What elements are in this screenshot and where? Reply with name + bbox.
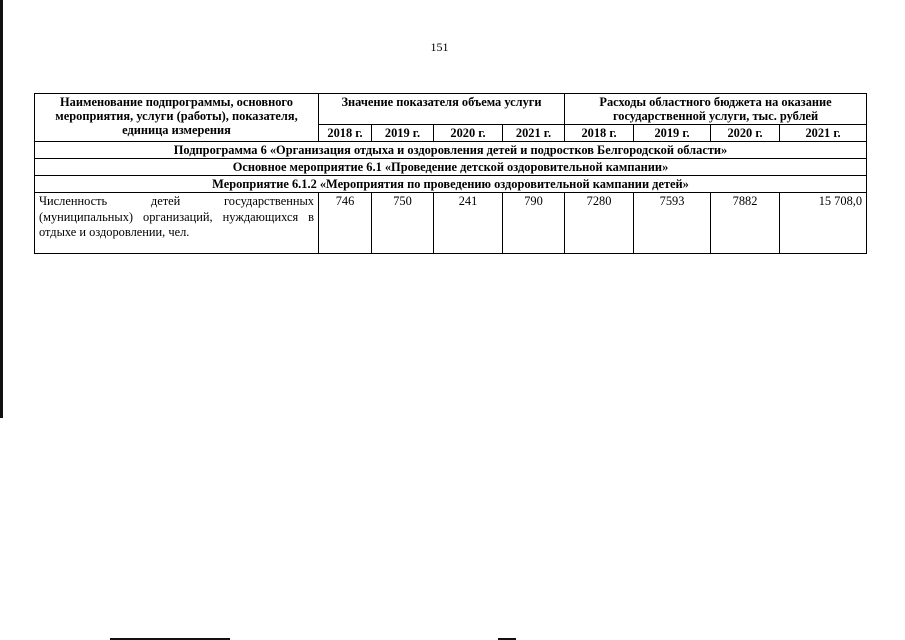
header-year: 2021 г. xyxy=(503,125,565,142)
table-row xyxy=(35,193,867,254)
budget-table xyxy=(34,93,867,254)
value-cell: 790 xyxy=(503,193,565,254)
page-number: 151 xyxy=(430,40,449,54)
header-year: 2020 г. xyxy=(434,125,503,142)
budget-cell: 15 708,0 xyxy=(780,193,867,254)
budget-cell: 7882 xyxy=(711,193,780,254)
header-year: 2019 г. xyxy=(634,125,711,142)
header-name-column: Наименование подпрограммы, основного мероприятия, услуги (работы), показателя, единица измерения xyxy=(35,94,319,142)
value-cell: 750 xyxy=(372,193,434,254)
header-volume-group: Значение показателя объема услуги xyxy=(319,94,565,125)
budget-cell: 7280 xyxy=(565,193,634,254)
header-year: 2021 г. xyxy=(780,125,867,142)
value-cell: 241 xyxy=(434,193,503,254)
header-budget-group: Расходы областного бюджета на оказание государственной услуги, тыс. рублей xyxy=(565,94,867,125)
budget-cell: 7593 xyxy=(634,193,711,254)
scan-edge-left xyxy=(0,0,3,418)
activity-row: Мероприятие 6.1.2 «Мероприятия по проведению оздоровительной кампании детей» xyxy=(35,176,867,193)
subprogram-row: Подпрограмма 6 «Организация отдыха и оздоровления детей и подростков Белгородской области» xyxy=(35,142,867,159)
header-year: 2020 г. xyxy=(711,125,780,142)
header-year: 2018 г. xyxy=(565,125,634,142)
header-year: 2019 г. xyxy=(372,125,434,142)
indicator-name: Численность детей государственных (муниципальных) организаций, нуждающихся в отдыхе и оздоровлении, чел. xyxy=(35,193,319,254)
value-cell: 746 xyxy=(319,193,372,254)
main-activity-row: Основное мероприятие 6.1 «Проведение детской оздоровительной кампании» xyxy=(35,159,867,176)
header-year: 2018 г. xyxy=(319,125,372,142)
